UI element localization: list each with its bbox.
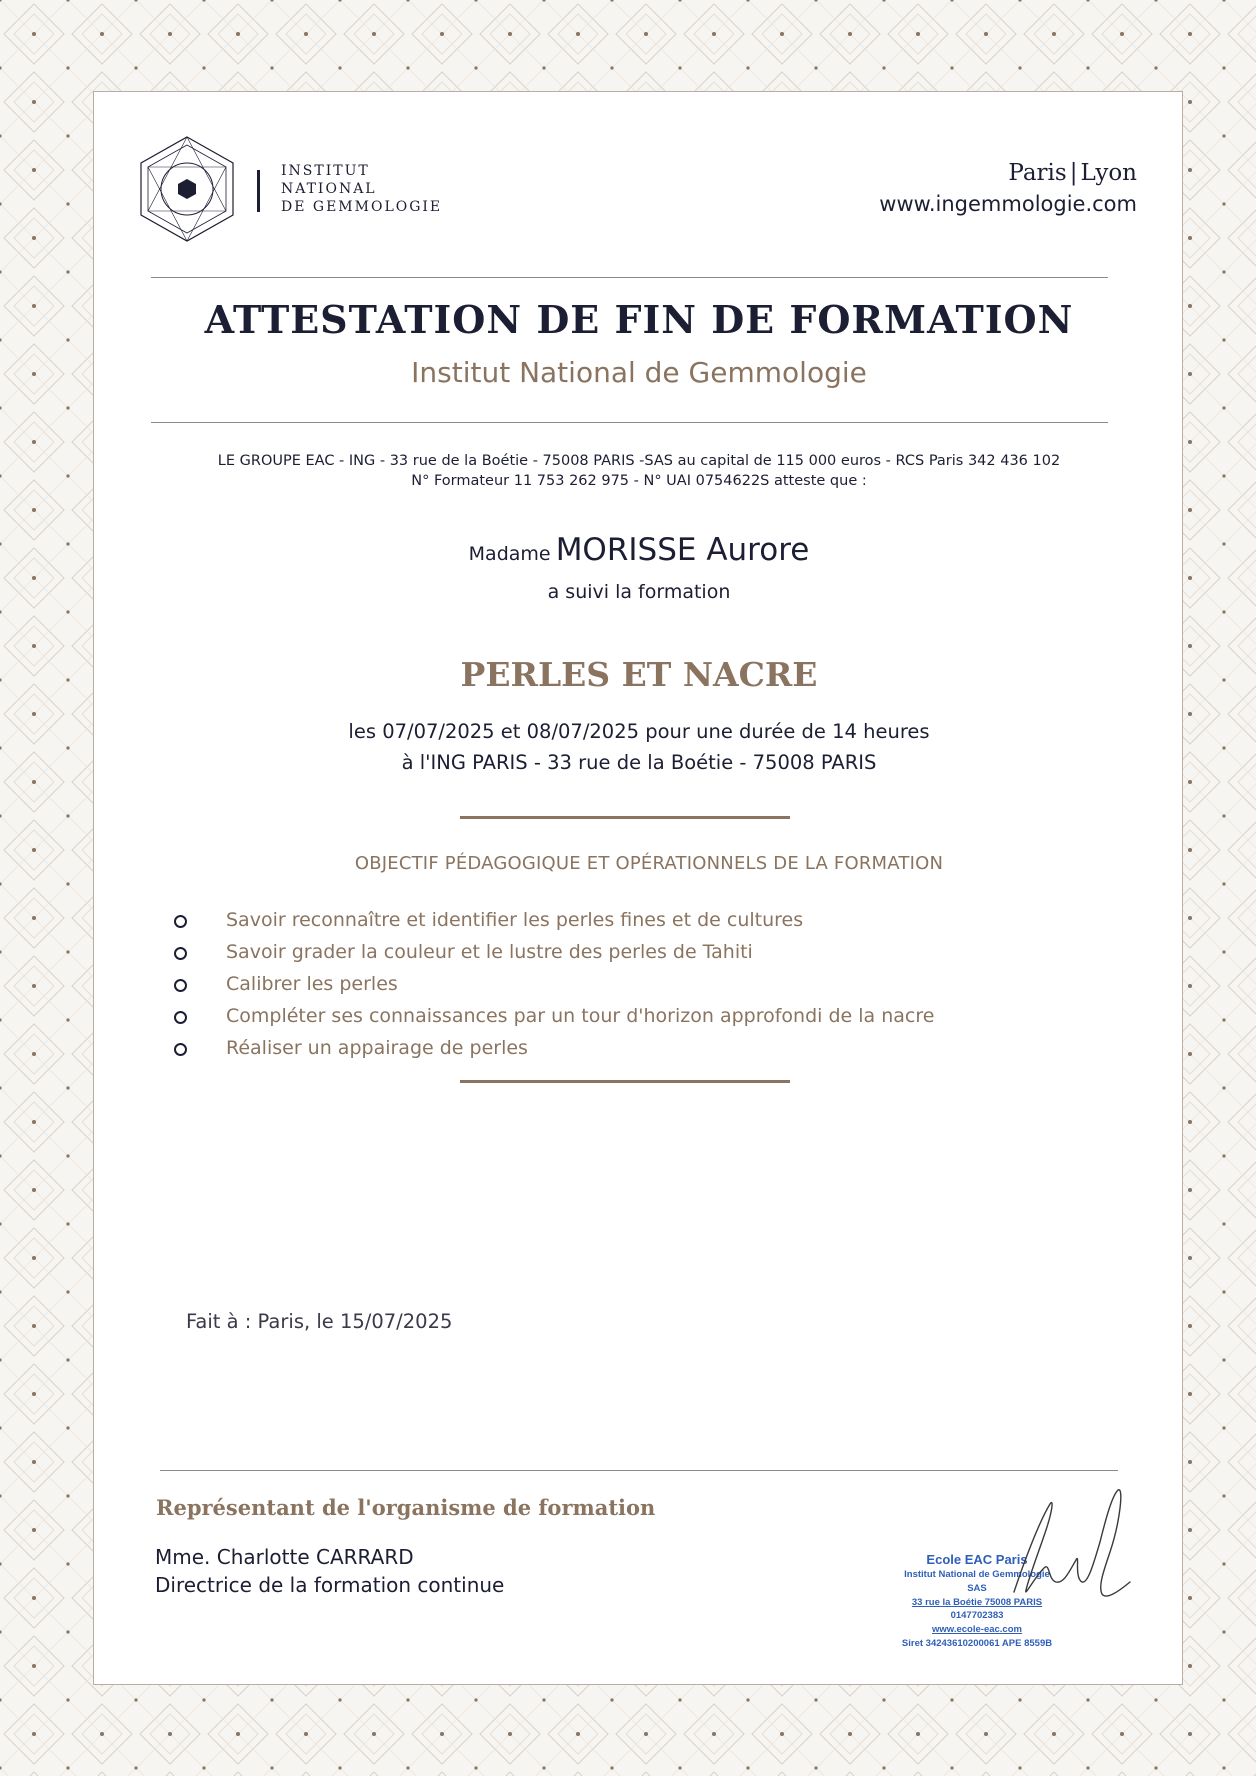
done-at: Fait à : Paris, le 15/07/2025: [186, 1310, 453, 1333]
trainee-fullname: MORISSE Aurore: [555, 532, 810, 568]
legal-line: N° Formateur 11 753 262 975 - N° UAI 0754622S atteste que :: [411, 473, 867, 489]
objective-text: Calibrer les perles: [226, 973, 398, 995]
city-lyon: Lyon: [1080, 160, 1137, 186]
list-item: [174, 904, 1134, 936]
logo-line: INSTITUT: [281, 163, 370, 179]
representative-heading: Représentant de l'organisme de formation: [156, 1495, 656, 1520]
divider-title: [151, 422, 1108, 423]
representative-block: [155, 1543, 504, 1599]
list-item: [174, 1000, 1134, 1032]
bullet-icon: [174, 947, 187, 960]
certificate-sheet: [93, 91, 1183, 1685]
brown-divider: [460, 1080, 790, 1083]
hexagon-gem-logo-icon: [139, 135, 235, 243]
brown-divider: [460, 816, 790, 819]
page-title: ATTESTATION DE FIN DE FORMATION: [204, 297, 1074, 342]
stamp-line: 33 rue la Boétie 75008 PARIS: [911, 1596, 1043, 1608]
objective-text: Savoir reconnaître et identifier les perles fines et de cultures: [226, 909, 804, 931]
representative-name: Mme. Charlotte CARRARD: [155, 1545, 414, 1569]
list-item: [174, 936, 1134, 968]
stamp-line: Ecole EAC Paris: [926, 1552, 1028, 1567]
logo-line: DE GEMMOLOGIE: [281, 199, 443, 215]
stamp-line: SAS: [967, 1582, 987, 1594]
bullet-icon: [174, 1043, 187, 1056]
logo-divider: [257, 170, 260, 212]
followed-text: a suivi la formation: [547, 581, 731, 603]
divider-signature: [160, 1470, 1118, 1471]
city-list: [1008, 160, 1137, 186]
bullet-icon: [174, 915, 187, 928]
bullet-icon: [174, 1011, 187, 1024]
city-separator: |: [1069, 160, 1078, 186]
trainee-name: [94, 532, 1184, 568]
logo-wordmark: [281, 162, 442, 216]
handwritten-signature: [994, 1482, 1134, 1622]
stamp-line: Institut National de Gemmologie: [904, 1569, 1050, 1580]
stamp-line: 0147702383: [950, 1610, 1004, 1622]
objective-text: Compléter ses connaissances par un tour d'horizon approfondi de la nacre: [226, 1005, 935, 1027]
list-item: [174, 968, 1134, 1000]
representative-role: Directrice de la formation continue: [155, 1573, 505, 1597]
trainee-civility: Madame: [468, 543, 551, 565]
course-title: PERLES ET NACRE: [460, 655, 818, 694]
course-dates: les 07/07/2025 et 08/07/2025 pour une durée de 14 heures: [348, 720, 930, 743]
list-item: [174, 1032, 1134, 1064]
divider-top: [151, 277, 1108, 278]
page-subtitle: Institut National de Gemmologie: [411, 356, 867, 389]
objective-text: Réaliser un appairage de perles: [226, 1037, 528, 1059]
course-place: à l'ING PARIS - 33 rue de la Boétie - 75008 PARIS: [401, 751, 877, 774]
city-paris: Paris: [1008, 160, 1067, 186]
website-link[interactable]: www.ingemmologie.com: [879, 192, 1137, 216]
stamp-line: Siret 34243610200061 APE 8559B: [901, 1637, 1053, 1649]
stamp-line: www.ecole-eac.com: [932, 1624, 1022, 1636]
bullet-icon: [174, 979, 187, 992]
legal-notice: [94, 451, 1184, 491]
objectives-list: [174, 904, 1134, 1064]
legal-line: LE GROUPE EAC - ING - 33 rue de la Boétie - 75008 PARIS -SAS au capital de 115 000 euros - RCS Paris 342 436 102: [217, 453, 1061, 469]
objective-text: Savoir grader la couleur et le lustre des perles de Tahiti: [226, 941, 753, 963]
objectives-title: OBJECTIF PÉDAGOGIQUE ET OPÉRATIONNELS DE LA FORMATION: [354, 853, 944, 874]
logo-line: NATIONAL: [281, 181, 377, 197]
